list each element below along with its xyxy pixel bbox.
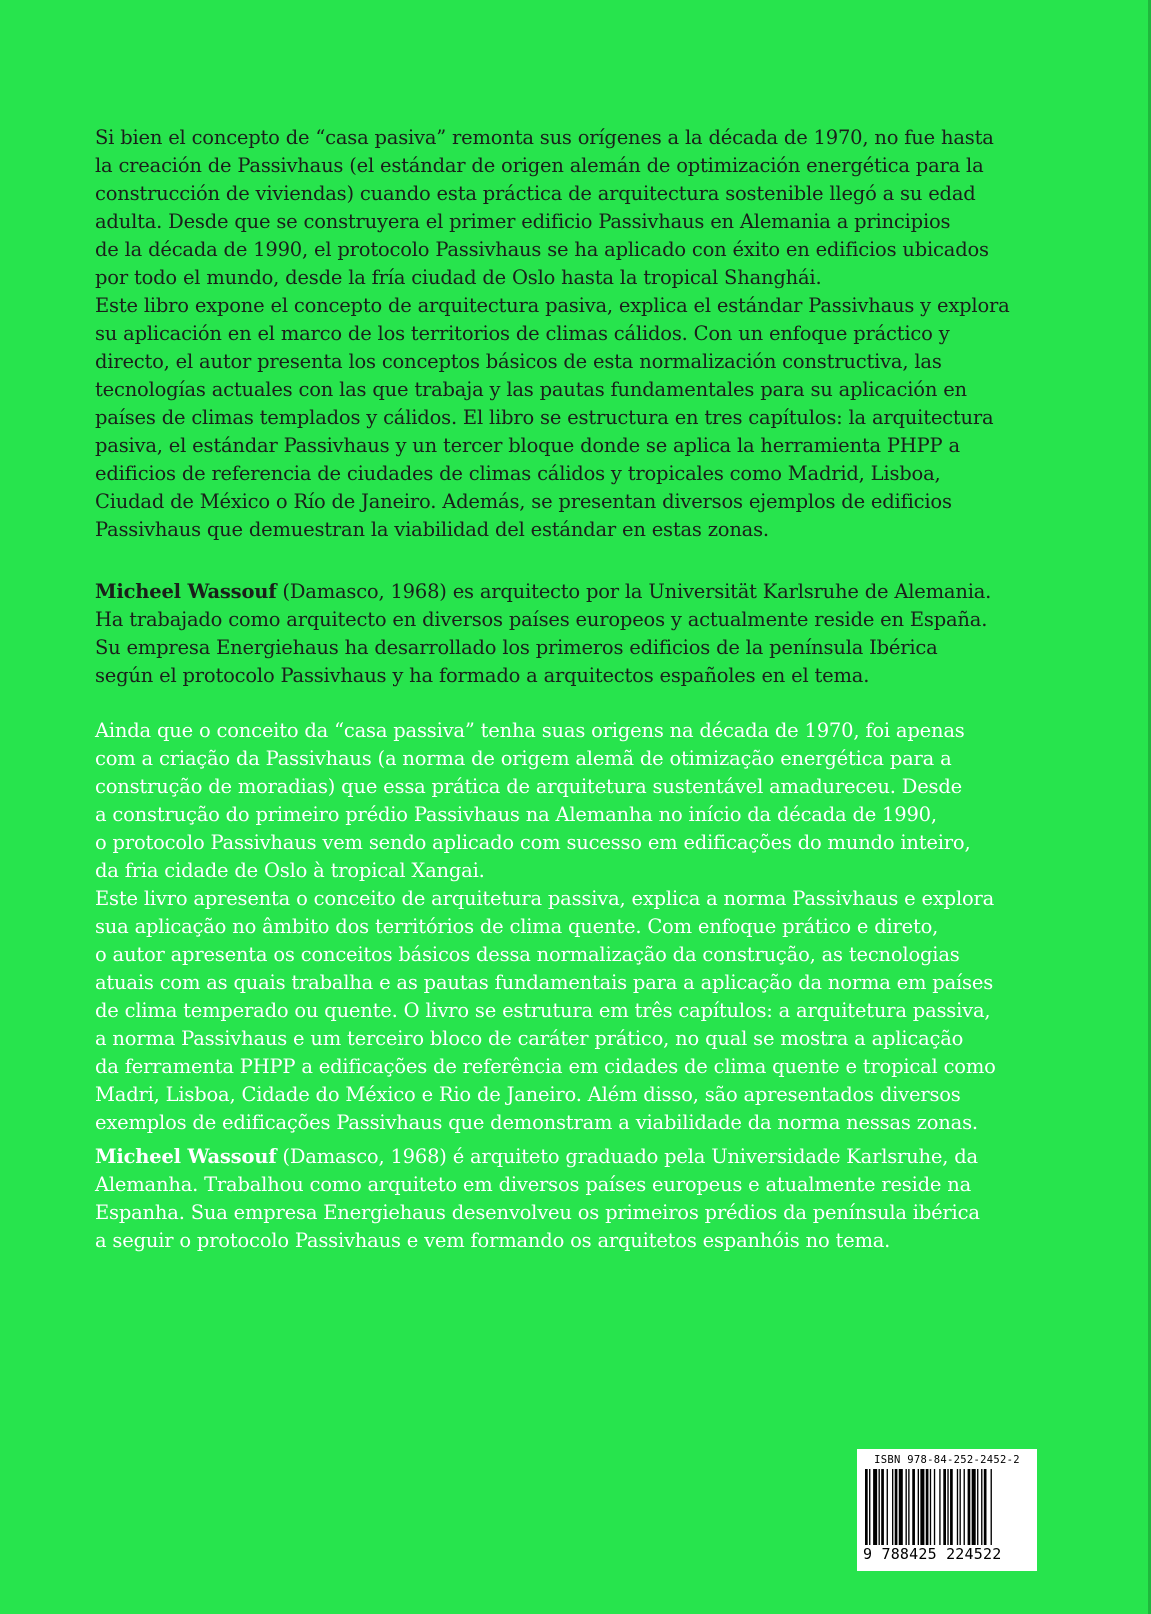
barcode-bar [960, 1469, 961, 1545]
text-line: de la década de 1990, el protocolo Passivhaus se ha aplicado con éxito en edificios ubicados [95, 238, 989, 261]
bio-first-line [95, 578, 1105, 606]
text-line: Alemanha. Trabalhou como arquiteto em diversos países europeus e atualmente reside na [95, 1173, 972, 1196]
bio-first-line [95, 1143, 1105, 1171]
text-line: sua aplicação no âmbito dos territórios de clima quente. Com enfoque prático e direto, [95, 915, 939, 938]
text-line: directo, el autor presenta los conceptos básicos de esta normalización constructiva, las [95, 350, 942, 373]
text-line: países de climas templados y cálidos. El libro se estructura en tres capítulos: la arquitectura [95, 406, 994, 429]
text-line: Su empresa Energiehaus ha desarrollado los primeros edificios de la península Ibérica [95, 636, 938, 659]
text-line: Espanha. Sua empresa Energiehaus desenvolveu os primeiros prédios da península ibérica [95, 1201, 980, 1224]
text-line: construcción de viviendas) cuando esta práctica de arquitectura sostenible llegó a su edad [95, 182, 976, 205]
barcode-bar [912, 1469, 915, 1545]
barcode-bar [991, 1469, 992, 1545]
text-line: o autor apresenta os conceitos básicos dessa normalização da construção, as tecnologias [95, 943, 960, 966]
text-line: Este libro expone el concepto de arquitectura pasiva, explica el estándar Passivhaus y explora [95, 294, 1010, 317]
text-line: según el protocolo Passivhaus y ha formado a arquitectos españoles en el tema. [95, 664, 870, 687]
text-line: Ciudad de México o Río de Janeiro. Además, se presentan diversos ejemplos de edificios [95, 490, 952, 513]
text-line: Ainda que o conceito da “casa passiva” tenha suas origens na década de 1970, foi apenas [95, 719, 965, 742]
barcode-bar [939, 1469, 940, 1545]
barcode-bar [981, 1469, 982, 1545]
text-line: Ha trabajado como arquitecto en diversos países europeos y actualmente reside en España. [95, 608, 988, 631]
text-line: com a criação da Passivhaus (a norma de origem alemã de otimização energética para a [95, 747, 952, 770]
text-line: da ferramenta PHPP a edificações de referência em cidades de clima quente e tropical como [95, 1055, 996, 1078]
text-line: edificios de referencia de ciudades de climas cálidos y tropicales como Madrid, Lisboa, [95, 462, 941, 485]
barcode-bar [881, 1469, 884, 1545]
barcode-bar [947, 1469, 948, 1545]
text-line: la creación de Passivhaus (el estándar de origen alemán de optimización energética para la [95, 154, 984, 177]
barcode-bar [968, 1469, 971, 1545]
barcode-bar [918, 1469, 919, 1545]
barcode-bar [865, 1469, 868, 1545]
spanish-author-bio [95, 578, 1105, 690]
text-line: por todo el mundo, desde la fría ciudad de Oslo hasta la tropical Shanghái. [95, 266, 822, 289]
barcode-bar [930, 1469, 931, 1545]
text-line: tecnologías actuales con las que trabaja y las pautas fundamentales para su aplicación en [95, 378, 967, 401]
text-line: da fria cidade de Oslo à tropical Xangai. [95, 859, 485, 882]
isbn-text: ISBN 978-84-252-2452-2 [874, 1454, 1020, 1466]
barcode-bar [920, 1469, 924, 1545]
barcode-bar [873, 1469, 877, 1545]
portuguese-synopsis [95, 717, 1105, 1137]
text-line: a construção do primeiro prédio Passivhaus na Alemanha no início da década de 1990, [95, 803, 937, 826]
barcode-bar [899, 1469, 903, 1545]
author-name: Micheel Wassouf [95, 1145, 277, 1168]
text-line: construção de moradias) que essa prática de arquitetura sustentável amadureceu. Desde [95, 775, 962, 798]
barcode-bar [984, 1469, 987, 1545]
text-line: Si bien el concepto de “casa pasiva” remonta sus orígenes a la década de 1970, no fue hasta [95, 126, 994, 149]
barcode-label [857, 1449, 1037, 1571]
author-name: Micheel Wassouf [95, 580, 277, 603]
spanish-synopsis [95, 124, 1105, 544]
barcode-bar [892, 1469, 893, 1545]
barcode-bar [869, 1469, 870, 1545]
barcode-number: 9 788425 224522 [863, 1545, 1002, 1563]
barcode-bar [906, 1469, 907, 1545]
barcode-bar [895, 1469, 898, 1545]
barcode-bar [926, 1469, 929, 1545]
text-line: de clima temperado ou quente. O livro se estrutura em três capítulos: a arquitetura passiva, [95, 999, 991, 1022]
text-line: Madri, Lisboa, Cidade do México e Rio de Janeiro. Além disso, são apresentados diversos [95, 1083, 961, 1106]
text-line: Passivhaus que demuestran la viabilidad del estándar en estas zonas. [95, 518, 769, 541]
text-line: a seguir o protocolo Passivhaus e vem formando os arquitetos espanhóis no tema. [95, 1229, 891, 1252]
barcode-icon [863, 1469, 1031, 1545]
barcode-bar [934, 1469, 935, 1545]
text-line: pasiva, el estándar Passivhaus y un tercer bloque donde se aplica la herramienta PHPP a [95, 434, 960, 457]
text-line: adulta. Desde que se construyera el primer edificio Passivhaus en Alemania a principios [95, 210, 951, 233]
text-line: Este livro apresenta o conceito de arquitetura passiva, explica a norma Passivhaus e explora [95, 887, 995, 910]
text-line: atuais com as quais trabalha e as pautas fundamentais para a aplicação da norma em países [95, 971, 993, 994]
barcode-bar [964, 1469, 965, 1545]
barcode-bar [950, 1469, 953, 1545]
barcode-bar [977, 1469, 978, 1545]
bio-text: (Damasco, 1968) es arquitecto por la Universität Karlsruhe de Alemania. [276, 580, 992, 603]
text-line: su aplicación en el marco de los territorios de climas cálidos. Con un enfoque práctico y [95, 322, 950, 345]
text-line: a norma Passivhaus e um terceiro bloco de caráter prático, no qual se mostra a aplicação [95, 1027, 964, 1050]
bio-text: (Damasco, 1968) é arquiteto graduado pela Universidade Karlsruhe, da [276, 1145, 978, 1168]
portuguese-author-bio [95, 1143, 1105, 1255]
barcode-bar [887, 1469, 888, 1545]
text-line: exemplos de edificações Passivhaus que demonstram a viabilidade da norma nessas zonas. [95, 1111, 978, 1134]
barcode-bar [957, 1469, 958, 1545]
barcode-bar [943, 1469, 946, 1545]
text-line: o protocolo Passivhaus vem sendo aplicado com sucesso em edificações do mundo inteiro, [95, 831, 971, 854]
barcode-bar [972, 1469, 976, 1545]
barcode-bar [879, 1469, 880, 1545]
barcode-bar [908, 1469, 909, 1545]
